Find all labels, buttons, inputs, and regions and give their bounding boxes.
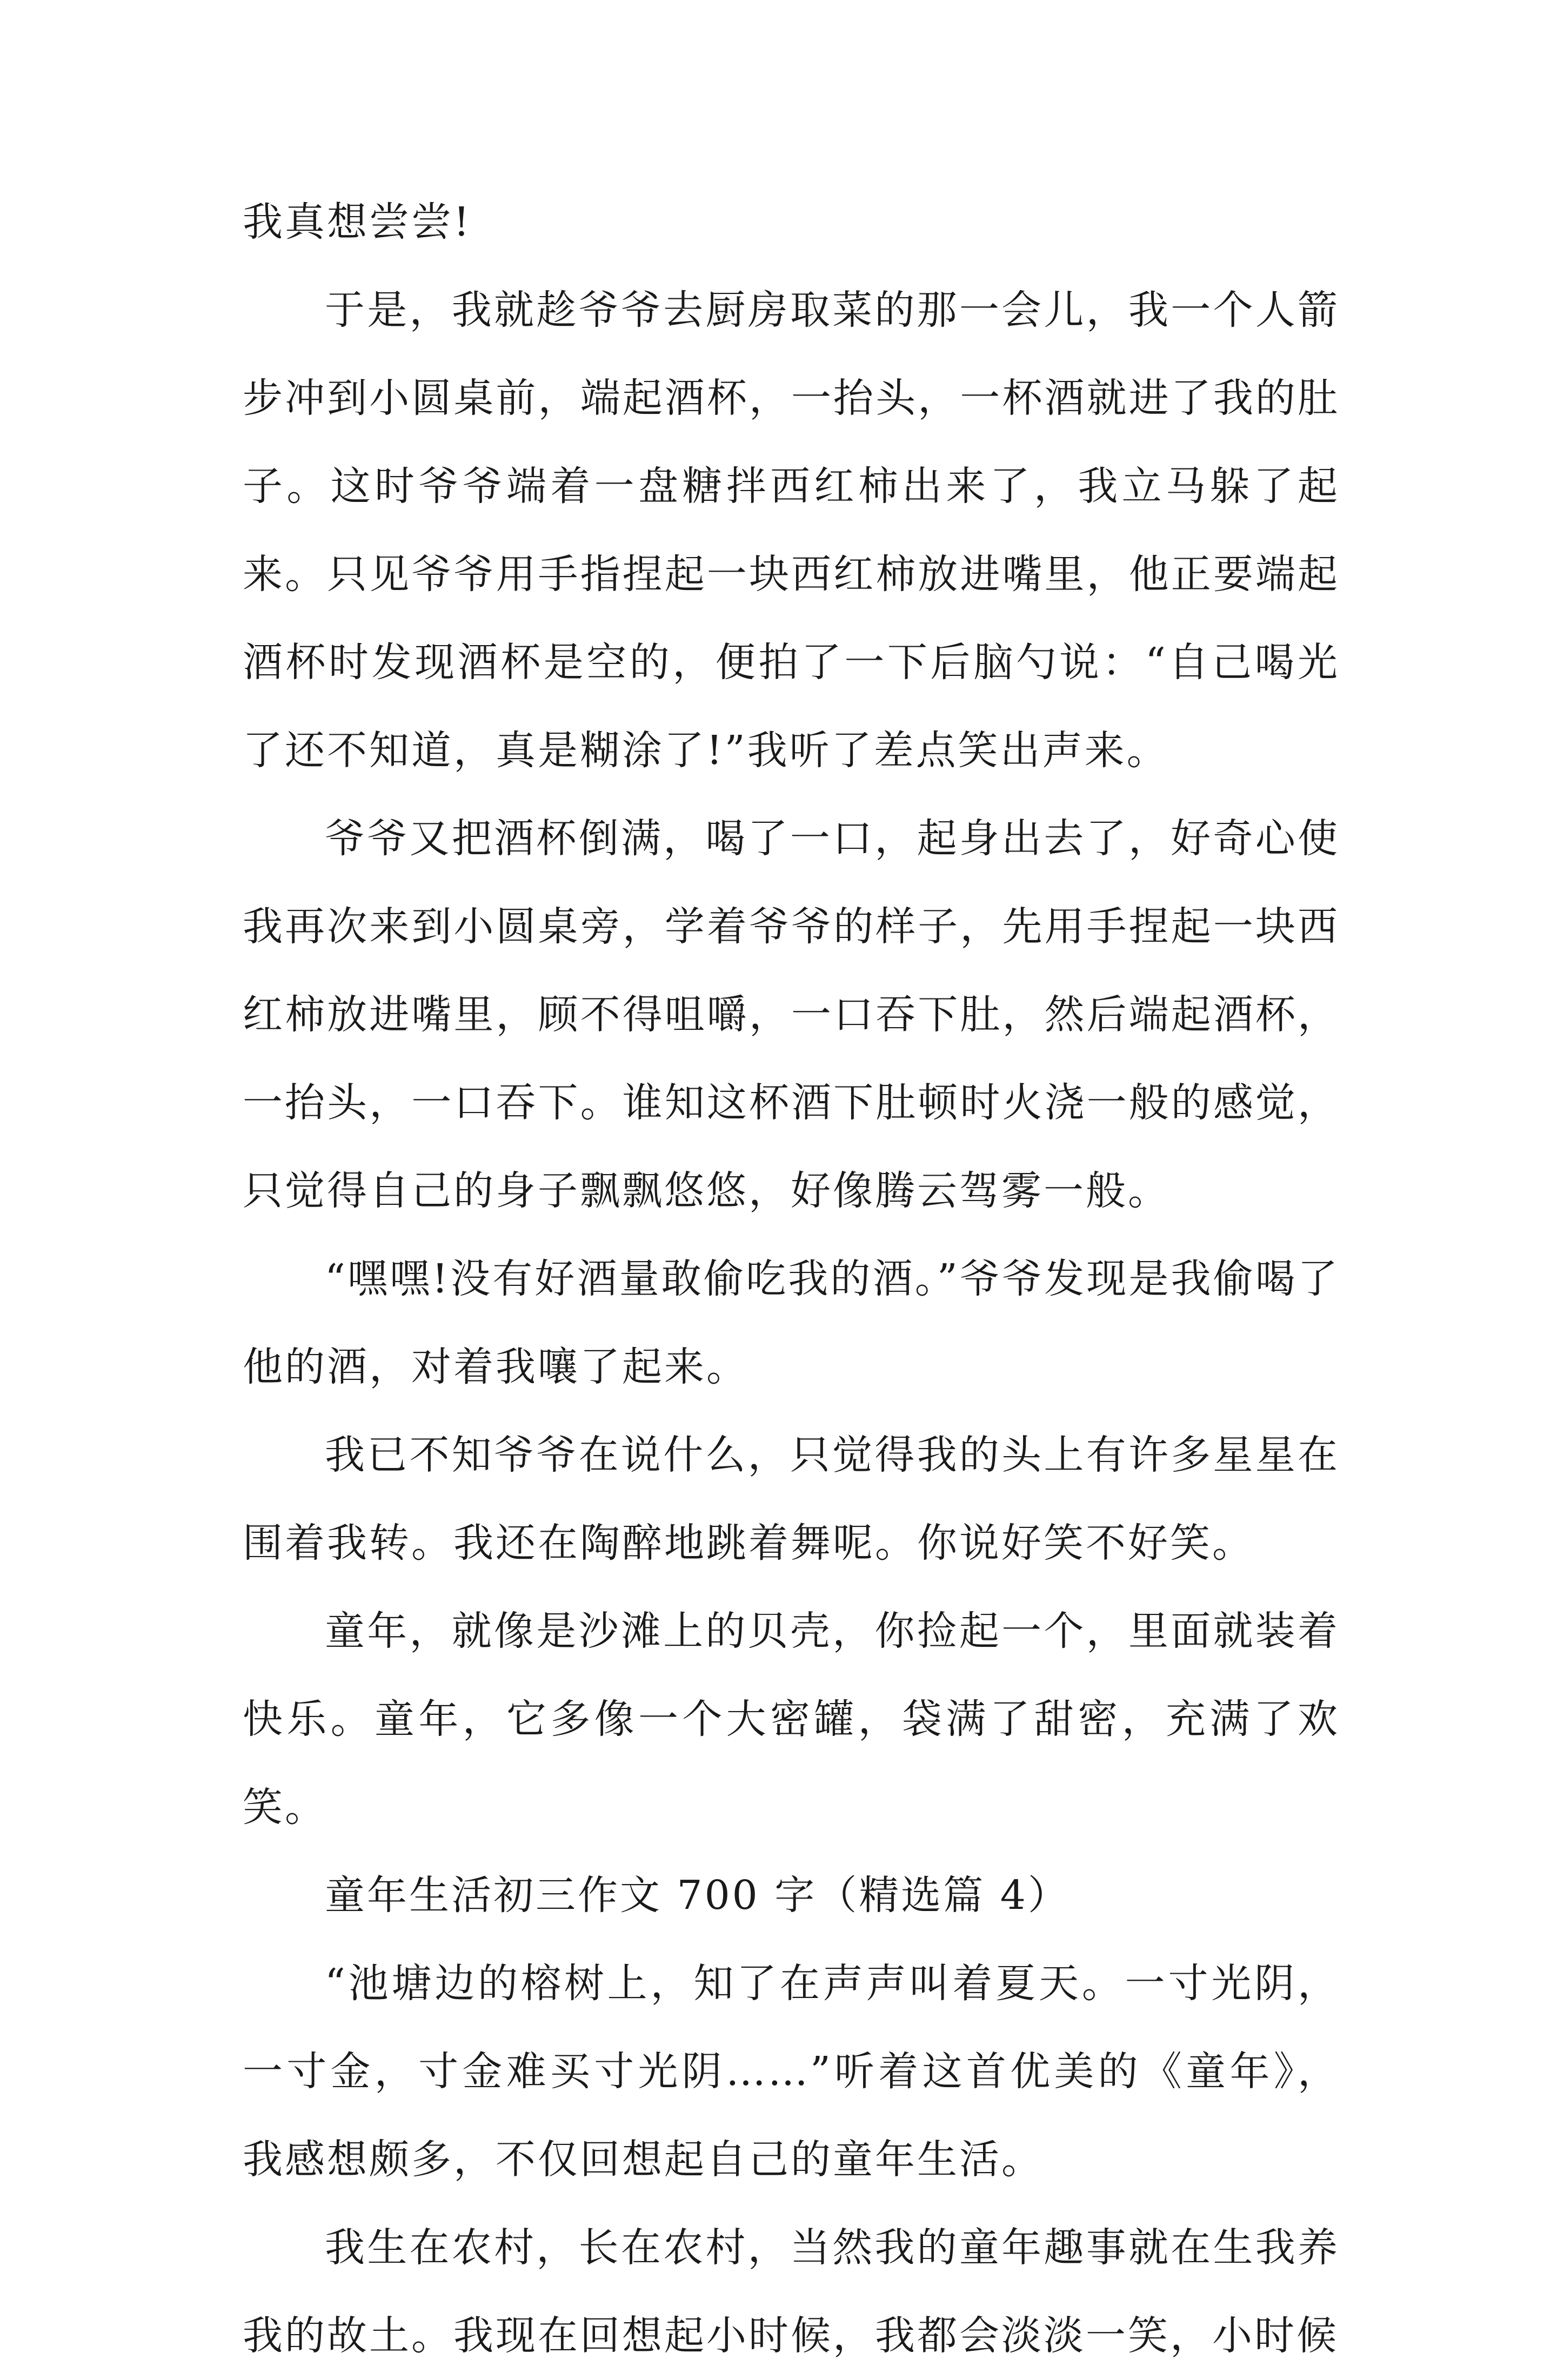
paragraph: 我生在农村，长在农村，当然我的童年趣事就在生我养我的故土。我现在回想起小时候，我都会淡淡一笑，小时候 bbox=[243, 2224, 1340, 2359]
paragraph-continuation: 我真想尝尝! bbox=[243, 199, 472, 245]
paragraph: 于是，我就趁爷爷去厨房取菜的那一会儿，我一个人箭步冲到小圆桌前，端起酒杯，一抬头，一杯酒就进了我的肚子。这时爷爷端着一盘糖拌西红柿出来了，我立马躲了起来。只见爷爷用手指捏起一块西红柿放进嘴里，他正要端起酒杯时发现酒杯是空的，便拍了一下后脑勺说：“自己喝光了还不知道，真是糊涂了!”我听了差点笑出声来。 bbox=[243, 287, 1340, 774]
document-body bbox=[243, 178, 1340, 2380]
section-heading: 童年生活初三作文 700 字（精选篇 4） bbox=[325, 1872, 1070, 1919]
paragraph: 爷爷又把酒杯倒满，喝了一口，起身出去了，好奇心使我再次来到小圆桌旁，学着爷爷的样子，先用手捏起一块西红柿放进嘴里，顾不得咀嚼，一口吞下肚，然后端起酒杯，一抬头，一口吞下。谁知这杯酒下肚顿时火浇一般的感觉，只觉得自己的身子飘飘悠悠，好像腾云驾雾一般。 bbox=[243, 815, 1340, 1214]
paragraph: 童年，就像是沙滩上的贝壳，你捡起一个，里面就装着快乐。童年，它多像一个大密罐，袋满了甜密，充满了欢笑。 bbox=[243, 1608, 1340, 1831]
paragraph-quote: “池塘边的榕树上，知了在声声叫着夏天。一寸光阴，一寸金，寸金难买寸光阴……”听着这首优美的《童年》，我感想颇多，不仅回想起自己的童年生活。 bbox=[243, 1960, 1340, 2183]
paragraph: 我已不知爷爷在说什么，只觉得我的头上有许多星星在围着我转。我还在陶醉地跳着舞呢。你说好笑不好笑。 bbox=[243, 1432, 1340, 1566]
paragraph-quote: “嘿嘿!没有好酒量敢偷吃我的酒。”爷爷发现是我偷喝了他的酒，对着我嚷了起来。 bbox=[243, 1256, 1340, 1390]
